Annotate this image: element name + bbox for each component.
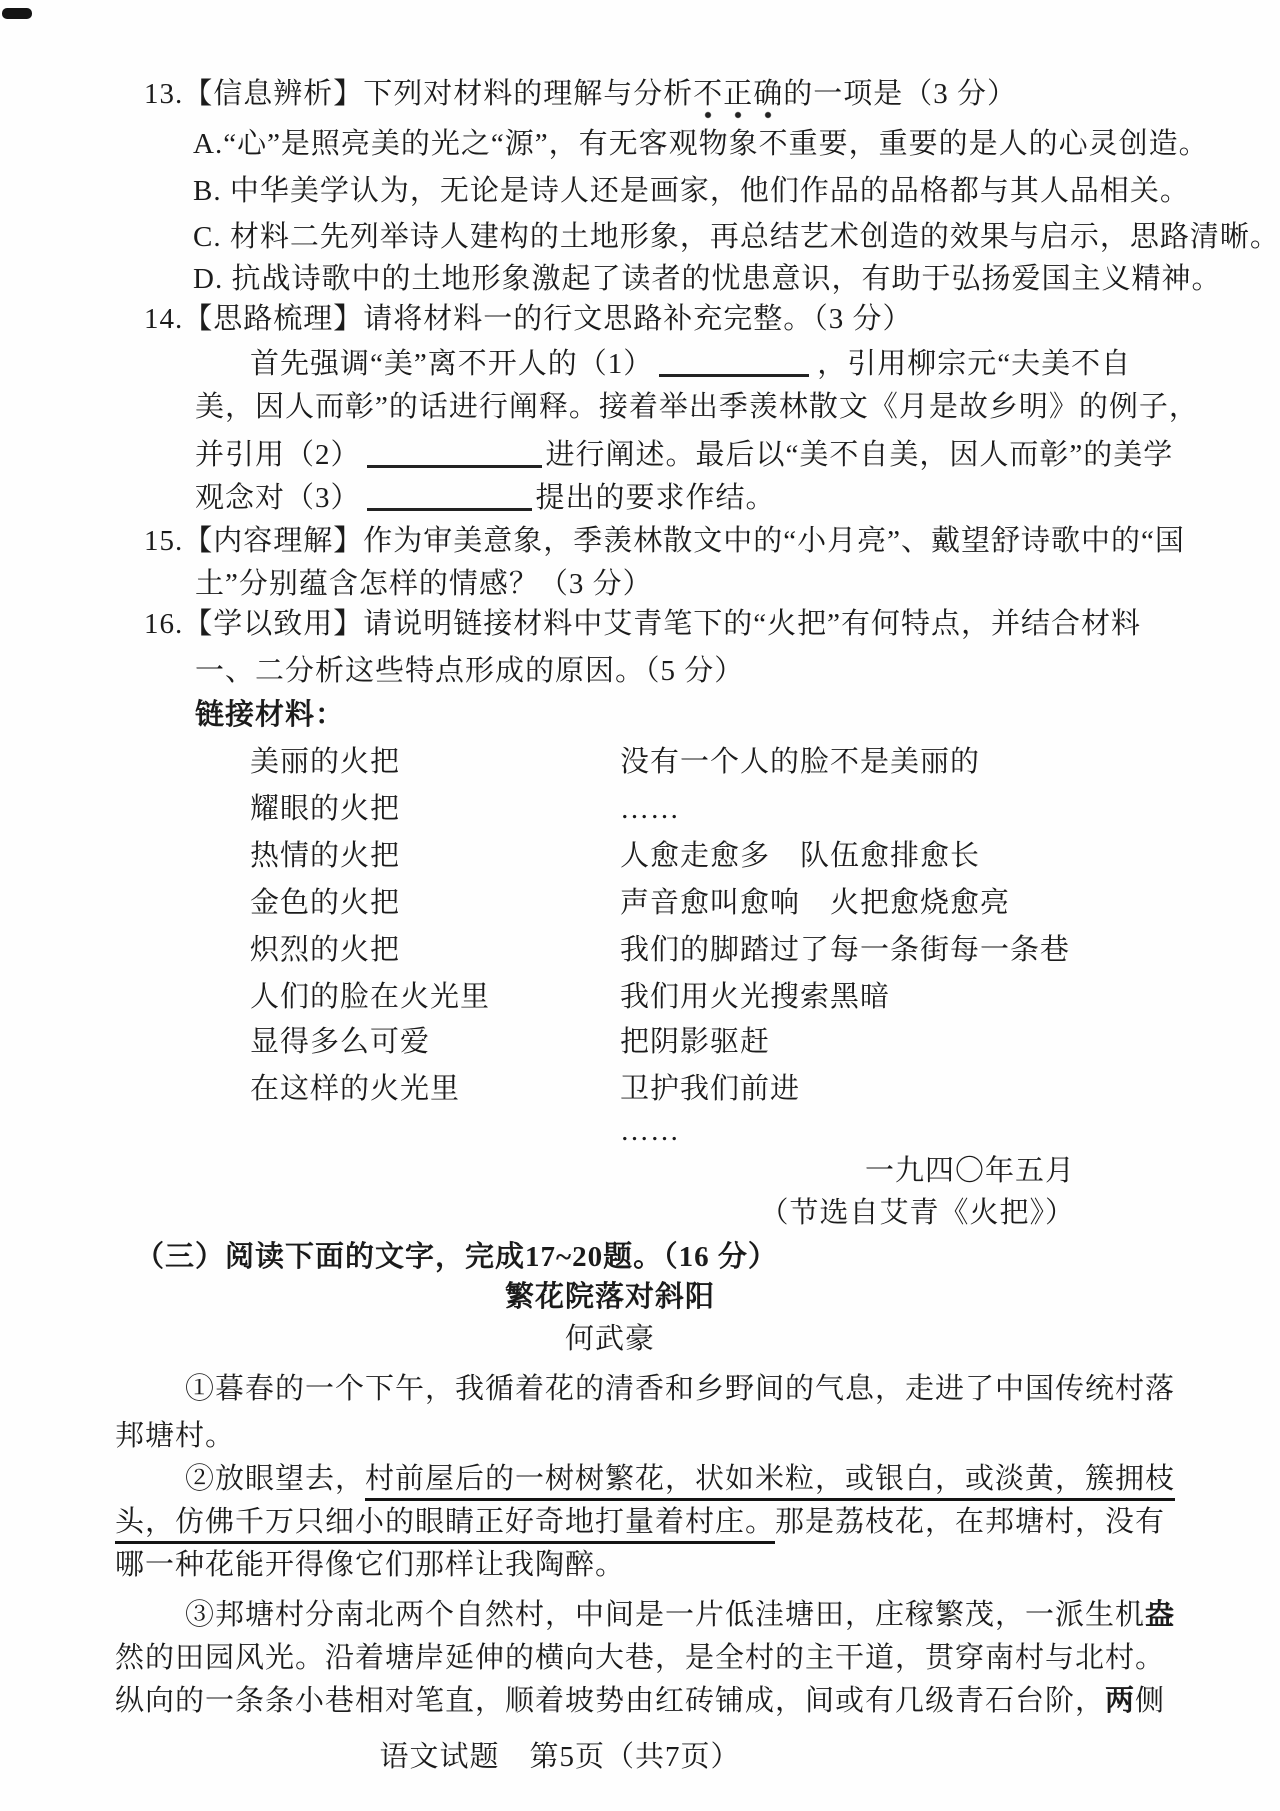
question-14-line-3: [195, 436, 1173, 474]
essay-title: 繁花院落对斜阳: [504, 1281, 715, 1313]
question-13-option-c: C. 材料二先列举诗人建构的土地形象，再总结艺术创造的效果与启示，思路清晰。: [193, 221, 1280, 253]
essay-paragraph-3-line-3: [115, 1682, 1165, 1720]
essay-paragraph-2-line-1: [185, 1460, 1175, 1498]
poem-line-right: 声音愈叫愈响 火把愈烧愈亮: [620, 887, 1011, 919]
poem-line-right: 我们的脚踏过了每一条街每一条巷: [620, 934, 1071, 966]
poem-line-right: 人愈走愈多 队伍愈排愈长: [620, 840, 981, 872]
essay-author: 何武豪: [564, 1323, 655, 1355]
question-13-option-a: A.“心”是照亮美的光之“源”，有无客观物象不重要，重要的是人的心灵创造。: [193, 128, 1209, 160]
essay-paragraph-2-line-2-post: 那是荔枝花，在邦塘村，没有: [775, 1506, 1166, 1538]
poem-date: 一九四〇年五月: [864, 1155, 1075, 1187]
question-14-line-2: 美，因人而彰”的话进行阐释。接着举出季羡林散文《月是故乡明》的例子，: [195, 391, 1199, 423]
poem-line-right: 没有一个人的脸不是美丽的: [620, 746, 981, 778]
question-13-option-d: D. 抗战诗歌中的土地形象激起了读者的忧患意识，有助于弘扬爱国主义精神。: [193, 263, 1222, 295]
linked-material-label: 链接材料：: [195, 699, 346, 731]
poem-line-left: 在这样的火光里: [250, 1073, 461, 1105]
question-14-line-3-post: 进行阐述。最后以“美不自美，因人而彰”的美学: [545, 439, 1174, 471]
poem-line-left: 显得多么可爱: [250, 1026, 431, 1058]
essay-paragraph-2-line-1-pre: ②放眼望去，: [185, 1463, 366, 1495]
blank-line-2: [367, 461, 542, 468]
question-16-stem-line-2: 一、二分析这些特点形成的原因。（5 分）: [195, 655, 745, 687]
essay-paragraph-3-line-1-bold-char: 盎: [1145, 1599, 1176, 1631]
essay-paragraph-2-line-1-underlined: 村前屋后的一树树繁花，状如米粒，或银白，或淡黄，簇拥枝: [365, 1463, 1175, 1501]
question-14-line-4: [195, 479, 776, 517]
poem-line-right: ……: [620, 1115, 680, 1147]
blank-line-1: [659, 370, 809, 377]
poem-line-right: ……: [620, 793, 680, 825]
question-14-stem: 14.【思路梳理】请将材料一的行文思路补充完整。（3 分）: [144, 303, 913, 335]
blank-line-3: [367, 504, 532, 511]
question-13-stem-pre: 13.【信息辨析】下列对材料的理解与分析: [144, 78, 694, 110]
poem-line-left: 金色的火把: [250, 887, 401, 919]
question-14-line-4-post: 提出的要求作结。: [535, 482, 776, 514]
essay-paragraph-2-line-3: 哪一种花能开得像它们那样让我陶醉。: [115, 1549, 626, 1581]
essay-paragraph-1-line-1: ①暮春的一个下午，我循着花的清香和乡野间的气息，走进了中国传统村落: [185, 1373, 1176, 1405]
essay-paragraph-3-line-3-post: 侧: [1135, 1685, 1166, 1717]
poem-source-attribution: （节选自艾青《火把》）: [759, 1197, 1075, 1229]
question-14-line-4-pre: 观念对（3）: [195, 482, 361, 514]
poem-line-left: 炽烈的火把: [250, 934, 401, 966]
poem-line-left: 耀眼的火把: [250, 793, 401, 825]
essay-paragraph-2-line-2: [115, 1503, 1165, 1541]
essay-paragraph-3-line-2: 然的田园风光。沿着塘岸延伸的横向大巷，是全村的主干道，贯穿南村与北村。: [115, 1642, 1166, 1674]
question-14-line-3-pre: 并引用（2）: [195, 439, 361, 471]
question-13-option-b: B. 中华美学认为，无论是诗人还是画家，他们作品的品格都与其人品相关。: [193, 175, 1190, 207]
essay-paragraph-3-line-3-bold-char: 两: [1105, 1685, 1136, 1717]
essay-paragraph-3-line-3-text: 纵向的一条条小巷相对笔直，顺着坡势由红砖铺成，间或有几级青石台阶，: [115, 1685, 1106, 1717]
essay-paragraph-3-line-1: [185, 1596, 1175, 1634]
poem-line-right: 把阴影驱赶: [620, 1026, 771, 1058]
poem-line-left: 热情的火把: [250, 840, 401, 872]
essay-paragraph-3-line-1-text: ③邦塘村分南北两个自然村，中间是一片低洼塘田，庄稼繁茂，一派生机: [185, 1599, 1146, 1631]
page-footer: 语文试题 第5页（共7页）: [379, 1741, 741, 1773]
question-16-stem-line-1: 16.【学以致用】请说明链接材料中艾青笔下的“火把”有何特点，并结合材料: [144, 608, 1141, 640]
poem-line-left: 美丽的火把: [250, 746, 401, 778]
question-15-stem-line-2: 土”分别蕴含怎样的情感？（3 分）: [195, 568, 653, 600]
poem-line-right: 卫护我们前进: [620, 1073, 801, 1105]
question-14-line-1-post: ，引用柳宗元“夫美不自: [817, 348, 1132, 380]
essay-paragraph-1-line-2: 邦塘村。: [115, 1420, 236, 1452]
question-14-line-1: [250, 345, 1131, 383]
poem-line-left: 人们的脸在火光里: [250, 981, 491, 1013]
scan-artifact-mark: [2, 8, 32, 19]
question-13-stem-post: 的一项是（3 分）: [783, 78, 1018, 110]
poem-line-right: 我们用火光搜索黑暗: [620, 981, 891, 1013]
question-15-stem-line-1: 15.【内容理解】作为审美意象，季羡林散文中的“小月亮”、戴望舒诗歌中的“国: [144, 525, 1185, 557]
question-13-stem-emphasis: 不正确: [693, 78, 783, 120]
question-14-line-1-pre: 首先强调“美”离不开人的（1）: [250, 348, 654, 380]
question-13-stem: [144, 75, 1017, 113]
essay-paragraph-2-line-2-underlined: 头，仿佛千万只细小的眼睛正好奇地打量着村庄。: [115, 1506, 775, 1544]
section-3-heading: （三）阅读下面的文字，完成17~20题。（16 分）: [135, 1241, 778, 1273]
